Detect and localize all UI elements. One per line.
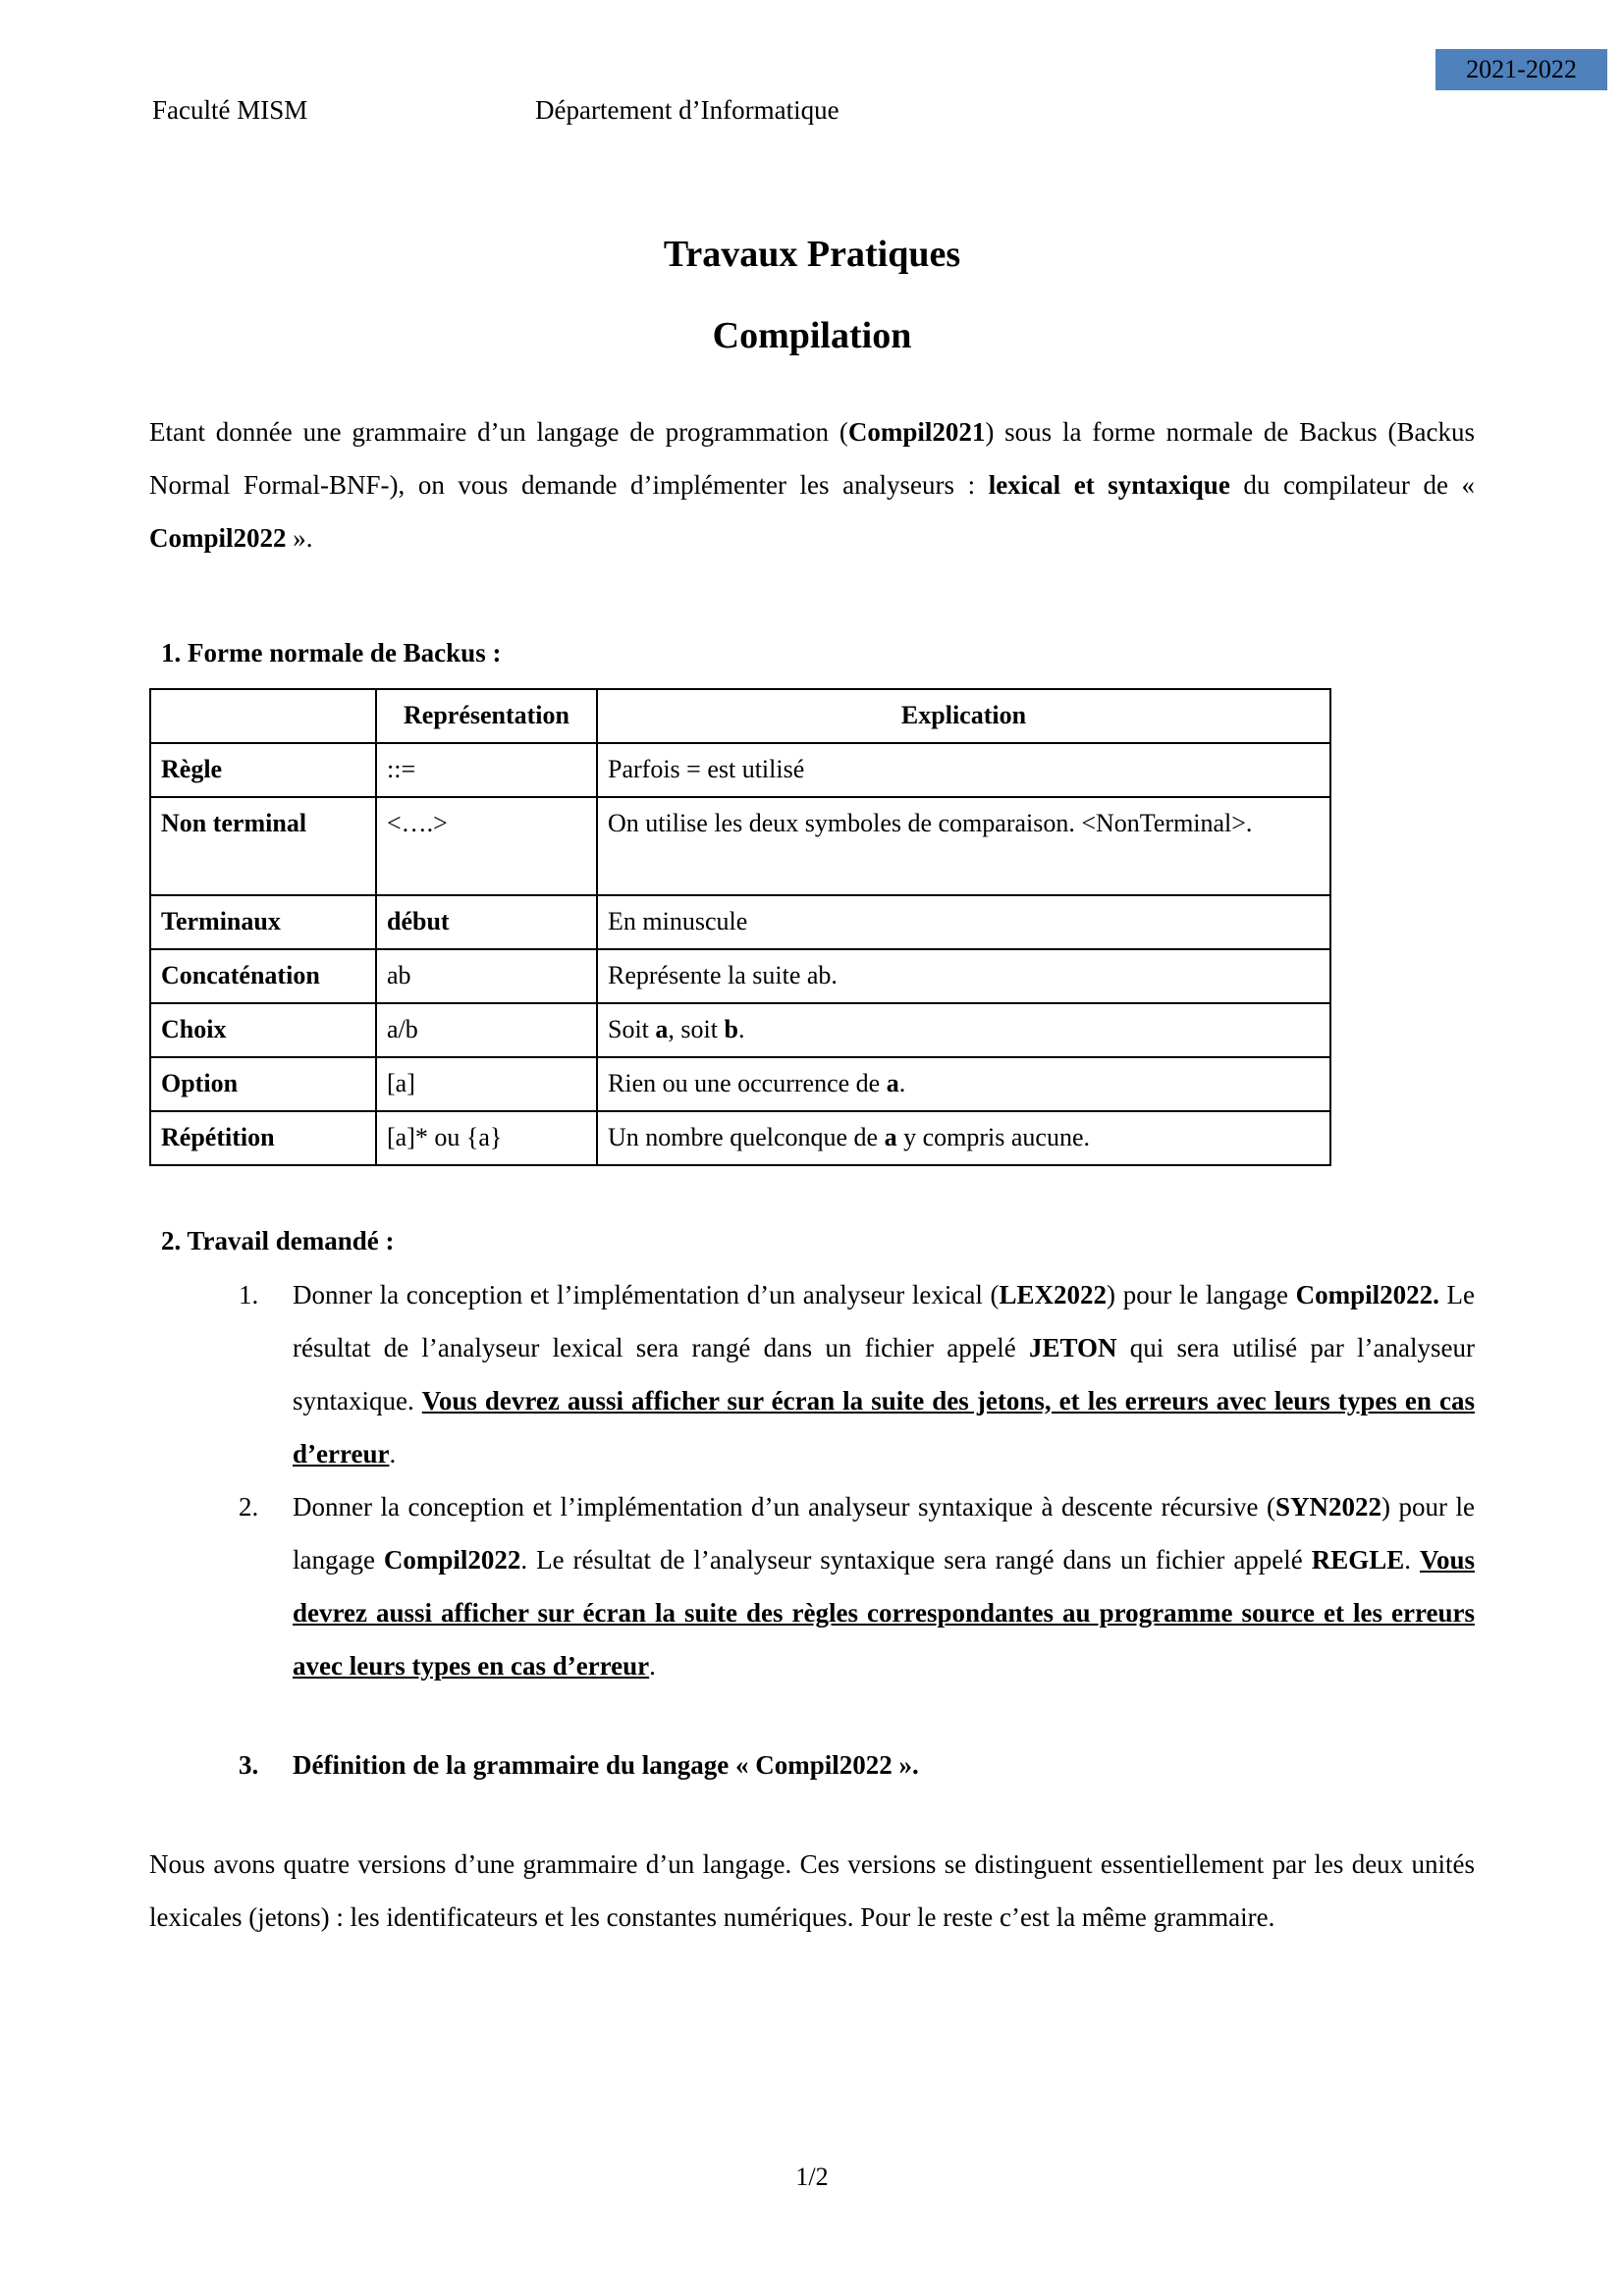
exp-pre: Soit — [608, 1014, 656, 1043]
item2-bold-syn2022: SYN2022 — [1274, 1491, 1381, 1522]
table-row — [150, 1111, 1330, 1165]
row-term: Non terminal — [150, 797, 376, 895]
section-3-list — [149, 1747, 1475, 1785]
item1-bold-jeton: JETON — [1028, 1332, 1117, 1362]
bnf-table — [149, 688, 1331, 1166]
intro-text-3: du compilateur de « — [1229, 470, 1476, 500]
section-2-heading: 2. Travail demandé : — [161, 1225, 395, 1255]
faculty-name: Faculté MISM — [152, 95, 308, 125]
list-item — [265, 1480, 1475, 1692]
item2-bold-compil2022: Compil2022 — [383, 1544, 521, 1575]
row-explication: En minuscule — [597, 895, 1330, 949]
exp-post: . — [737, 1014, 745, 1043]
exp-bold-b: b — [724, 1014, 738, 1043]
exp-bold-a: a — [655, 1014, 669, 1043]
row-representation-bold: début — [387, 906, 450, 935]
item1-underlined-requirement: Vous devrez aussi afficher sur écran la suite des jetons, et les erreurs avec leurs types en cas d’erreur — [293, 1385, 1475, 1468]
table-row — [150, 1057, 1330, 1111]
row-term: Choix — [150, 1003, 376, 1057]
item2-text-5: . — [649, 1650, 656, 1681]
table-row — [150, 949, 1330, 1003]
row-term: Règle — [150, 743, 376, 797]
item2-underlined-requirement: Vous devrez aussi afficher sur écran la suite des règles correspondantes au programme source et les erreurs avec leurs types en cas d’erreur — [293, 1544, 1475, 1681]
table-header-blank — [150, 689, 376, 743]
document-header — [152, 96, 1478, 126]
work-items-list — [149, 1268, 1475, 1692]
row-explication — [597, 1111, 1330, 1165]
table-row — [150, 1003, 1330, 1057]
row-explication — [597, 1057, 1330, 1111]
intro-bold-analysers: lexical et syntaxique — [988, 470, 1230, 500]
document-content — [149, 236, 1475, 1944]
intro-text-2: ) sous la forme normale de Backus (Backus Normal Formal-BNF-), on vous demande d’implémenter les analyseurs : — [149, 417, 1475, 500]
page-title-line1: Travaux Pratiques — [663, 234, 961, 275]
table-header-explication: Explication — [597, 689, 1330, 743]
exp-mid: , soit — [668, 1014, 725, 1043]
department-name: Département d’Informatique — [535, 95, 839, 125]
section-1-heading: 1. Forme normale de Backus : — [161, 638, 502, 667]
item1-text-4: qui sera utilisé par l’analyseur syntaxique. — [293, 1332, 1475, 1415]
intro-text-4: ». — [286, 523, 313, 553]
item2-text-3: . Le résultat de l’analyseur syntaxique sera rangé dans un fichier appelé — [520, 1544, 1312, 1575]
item1-bold-lex2022: LEX2022 — [999, 1279, 1108, 1309]
item2-text-1: Donner la conception et l’implémentation d’un analyseur syntaxique à descente récursive ( — [293, 1491, 1275, 1522]
row-representation: [a]* ou {a} — [376, 1111, 597, 1165]
page-title-line2: Compilation — [712, 315, 912, 356]
table-row — [150, 743, 1330, 797]
row-explication: Parfois = est utilisé — [597, 743, 1330, 797]
list-item — [265, 1268, 1475, 1480]
item1-text-1: Donner la conception et l’implémentation d’un analyseur lexical ( — [293, 1279, 1000, 1309]
item1-text-5: . — [389, 1438, 397, 1468]
item2-text-2: ) pour le langage — [293, 1491, 1476, 1575]
row-representation: a/b — [376, 1003, 597, 1057]
row-term: Terminaux — [150, 895, 376, 949]
page-footer — [0, 2164, 1624, 2190]
item1-bold-compil2022: Compil2022. — [1295, 1279, 1439, 1309]
row-representation: [a] — [376, 1057, 597, 1111]
row-explication: On utilise les deux symboles de comparaison. <NonTerminal>. — [597, 797, 1330, 895]
row-representation: <….> — [376, 797, 597, 895]
section-3-item: 3. Définition de la grammaire du langage « Compil2022 ». — [265, 1747, 1475, 1785]
row-term: Option — [150, 1057, 376, 1111]
academic-year-badge — [1435, 49, 1607, 90]
item1-text-3: Le résultat de l’analyseur lexical sera rangé dans un fichier appelé — [293, 1279, 1476, 1362]
academic-year-label: 2021-2022 — [1466, 55, 1577, 83]
exp-post: y compris aucune. — [896, 1122, 1090, 1151]
intro-bold-compil2022: Compil2022 — [149, 523, 287, 553]
exp-post: . — [898, 1068, 906, 1097]
exp-pre: Rien ou une occurrence de — [608, 1068, 887, 1097]
intro-paragraph — [149, 405, 1475, 564]
table-row — [150, 797, 1330, 895]
intro-bold-compil2021: Compil2021 — [847, 417, 986, 447]
row-explication: Représente la suite ab. — [597, 949, 1330, 1003]
row-representation: ab — [376, 949, 597, 1003]
exp-pre: Un nombre quelconque de — [608, 1122, 885, 1151]
exp-bold-a: a — [884, 1122, 897, 1151]
table-header-row — [150, 689, 1330, 743]
item1-text-2: ) pour le langage — [1107, 1279, 1296, 1309]
row-term: Concaténation — [150, 949, 376, 1003]
row-representation — [376, 895, 597, 949]
table-row — [150, 895, 1330, 949]
item2-text-4: . — [1404, 1544, 1420, 1575]
row-representation: ::= — [376, 743, 597, 797]
intro-text-1: Etant donnée une grammaire d’un langage de programmation ( — [149, 417, 848, 447]
row-term: Répétition — [150, 1111, 376, 1165]
item2-bold-regle: REGLE — [1311, 1544, 1405, 1575]
exp-bold-a: a — [886, 1068, 899, 1097]
row-explication — [597, 1003, 1330, 1057]
page-number: 1/2 — [795, 2163, 829, 2191]
closing-paragraph: Nous avons quatre versions d’une grammaire d’un langage. Ces versions se distinguent essentiellement par les deux unités lexicales (jetons) : les identificateurs et les constantes numériques. Pour le reste c’est la même grammaire. — [149, 1849, 1475, 1933]
table-header-representation: Représentation — [376, 689, 597, 743]
